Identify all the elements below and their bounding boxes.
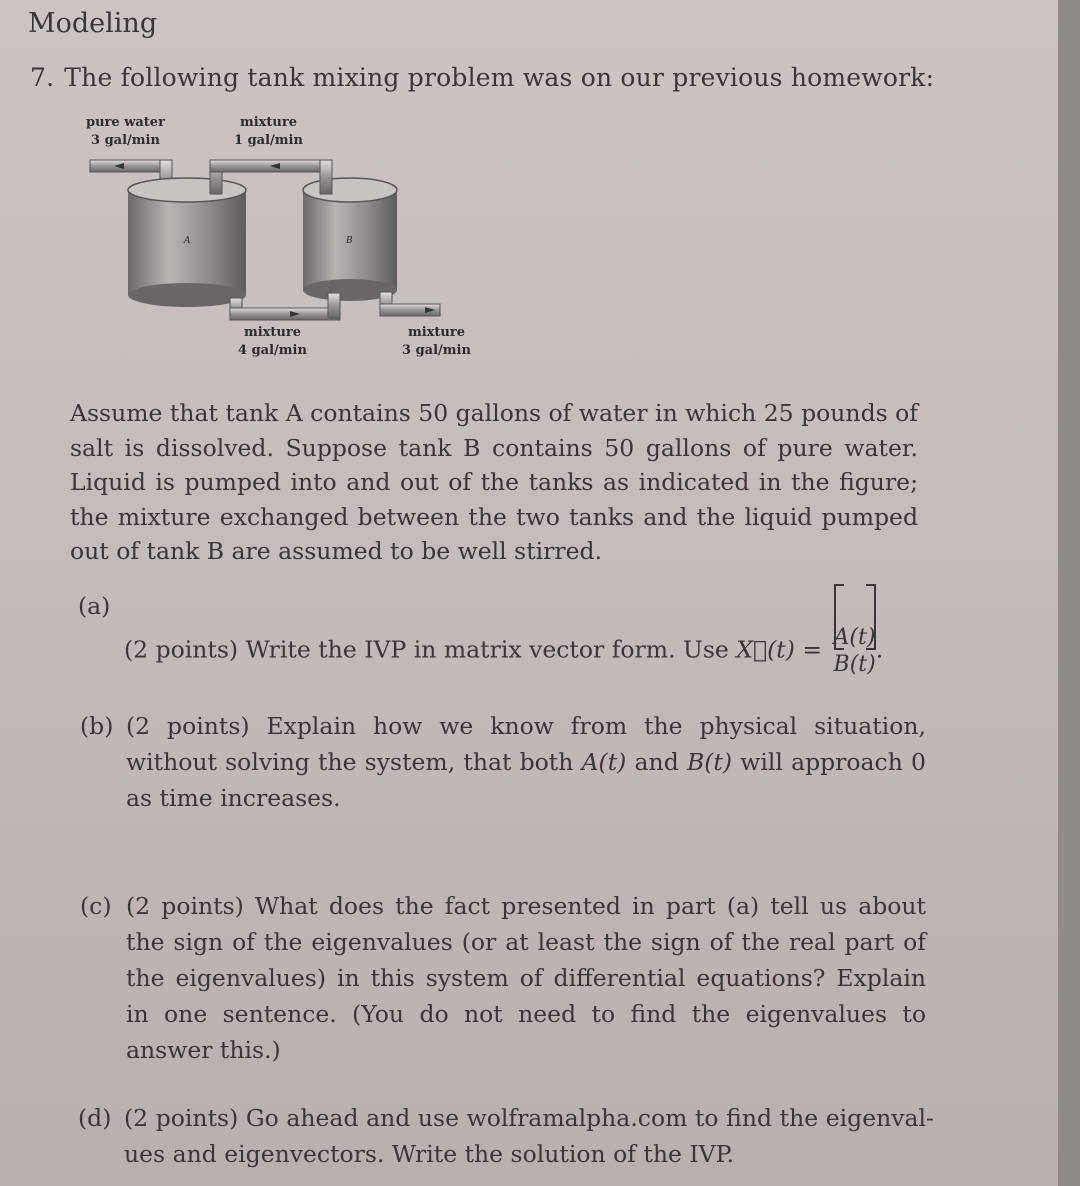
outflow-label [402,324,471,360]
part-b-text1: (2 points) Explain how we know from the physical situation, without solving the system, that both [126,712,926,776]
problem-intro [30,63,934,92]
problem-intro-text: The following tank mixing problem was on our previous homework: [64,63,935,92]
tank-b [303,178,397,301]
vector-x: X⃗ [736,635,768,664]
part-b-text2: will approach 0 as time increases. [126,748,926,812]
part-c-label: (c) [80,892,112,920]
part-d-text: (2 points) Go ahead and use wolframalpha.com to find the eigenval- ues and eigenvectors. Write the solution of the IVP. [124,1104,934,1168]
tank-a [128,178,246,307]
inflow-label [86,114,165,150]
part-a-text: (2 points) Write the IVP in matrix vector form. Use [124,635,729,664]
vector-x-arg: (t) = [767,635,823,664]
outflow-pipe [380,292,440,316]
problem-description: Assume that tank A contains 50 gallons of water in which 25 pounds of salt is dissolved. Suppose tank B contains 50 gallons of pure water. Liquid is pumped into and out of the tanks as indicated in the figure; the mixture exchanged between the two tanks and the liquid pumped out of tank B are assumed to be well stirred. [70,399,918,565]
problem-number: 7. [30,63,55,92]
part-b-math-a: A(t) [581,748,627,776]
part-b-body [126,708,926,816]
inflow-rate: 3 gal/min [91,133,160,148]
matrix-row-b: B(t) [833,652,876,677]
part-b-math-b: B(t) [686,748,733,776]
part-d-label: (d) [78,1104,112,1132]
part-a-body [124,588,883,714]
outflow-label-text: mixture [407,325,465,340]
matrix-left-bracket [834,584,844,650]
matrix-right-bracket [866,584,876,650]
a-to-b-rate: 4 gal/min [238,343,307,358]
matrix-row-a: A(t) [833,625,876,650]
part-b-and: and [634,748,679,776]
b-to-a-label [234,114,303,150]
page-edge [1058,0,1080,1186]
inflow-label-text: pure water [86,115,165,130]
a-to-b-label-text: mixture [243,325,301,340]
part-a-label: (a) [78,592,111,620]
tank-a-label: A [184,236,191,246]
a-to-b-label [238,324,307,360]
outflow-rate: 3 gal/min [402,343,471,358]
b-to-a-label-text: mixture [239,115,297,130]
part-a-end: . [875,635,884,664]
tank-diagram [80,108,500,368]
state-vector-matrix [834,588,876,714]
part-b-label: (b) [80,712,114,740]
tank-b-label: B [346,236,353,246]
b-to-a-rate: 1 gal/min [234,133,303,148]
section-title: Modeling [28,8,158,39]
part-c-text: (2 points) What does the fact presented in part (a) tell us about the sign of the eigenvalues (or at least the sign of the real part of the eigenvalues) in this system of differential equations? Explain in one sentence. (You do not need to find the eigenvalues to answer this.) [126,892,926,1064]
